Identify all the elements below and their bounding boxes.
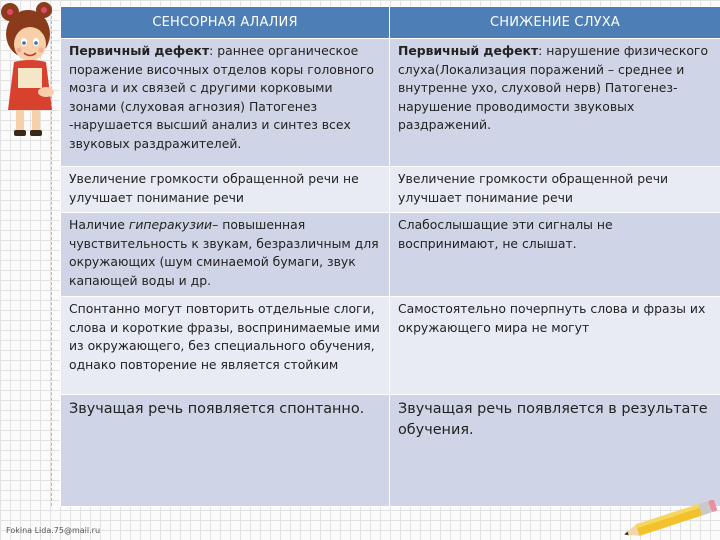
cell-text: : раннее органическое поражение височных отделов коры головного мозга и их связей с другими корковыми зонами (слуховая агнозия) Патогенез -нарушается высший анализ и синтез всех звуковых раздражителей. [69, 43, 374, 151]
cell-label-bold: Первичный дефект [69, 43, 210, 58]
cell-text: : нарушение физического слуха(Локализация поражений – среднее и внутренне ухо, слуховой нерв) Патогенез-нарушение проводимости звуковых раздражений. [398, 43, 709, 133]
footer-email: Fokina Lida.75@mail.ru [6, 526, 101, 535]
table-row [61, 395, 720, 507]
cartoon-girl-illustration [0, 0, 62, 140]
table-cell [390, 213, 720, 297]
table-row [61, 167, 720, 213]
cell-text: Самостоятельно почерпнуть слова и фразы их окружающего мира не могут [398, 301, 706, 335]
cell-label-bold: Первичный дефект [398, 43, 539, 58]
comparison-table-container [60, 6, 720, 506]
table-header-row [61, 7, 720, 39]
column-header-hearing-loss: СНИЖЕНИЕ СЛУХА [390, 7, 720, 39]
table-cell [61, 395, 390, 507]
cell-text: Спонтанно могут повторить отдельные слоги, слова и короткие фразы, воспринимаемые ими из окружающего, без специального обучения, однако повторение не является стойким [69, 301, 380, 372]
table-cell [390, 39, 720, 167]
cell-text: Увеличение громкости обращенной речи не улучшает понимание речи [69, 171, 359, 205]
cell-text: Звучащая речь появляется в результате обучения. [398, 401, 708, 438]
table-cell [390, 167, 720, 213]
table-row [61, 213, 720, 297]
comparison-table [60, 6, 720, 507]
column-header-sensory-alalia: СЕНСОРНАЯ АЛАЛИЯ [61, 7, 390, 39]
table-cell [61, 39, 390, 167]
pencil-icon [618, 500, 720, 540]
table-cell [390, 297, 720, 395]
cell-text: Звучащая речь появляется спонтанно. [69, 401, 365, 417]
table-row [61, 297, 720, 395]
cell-text: Наличие [69, 217, 129, 232]
cell-text: Слабослышащие эти сигналы не воспринимают, не слышат. [398, 217, 613, 251]
cell-text: – повышенная чувствительность к звукам, безразличным для окружающих (шум сминаемой бумаги, звук капающей воды и др. [69, 217, 379, 288]
table-cell [61, 167, 390, 213]
table-cell [61, 297, 390, 395]
cell-text: Увеличение громкости обращенной речи улучшает понимание речи [398, 171, 669, 205]
table-row [61, 39, 720, 167]
table-cell [61, 213, 390, 297]
table-cell [390, 395, 720, 507]
cell-text-italic: гиперакузии [128, 217, 213, 232]
